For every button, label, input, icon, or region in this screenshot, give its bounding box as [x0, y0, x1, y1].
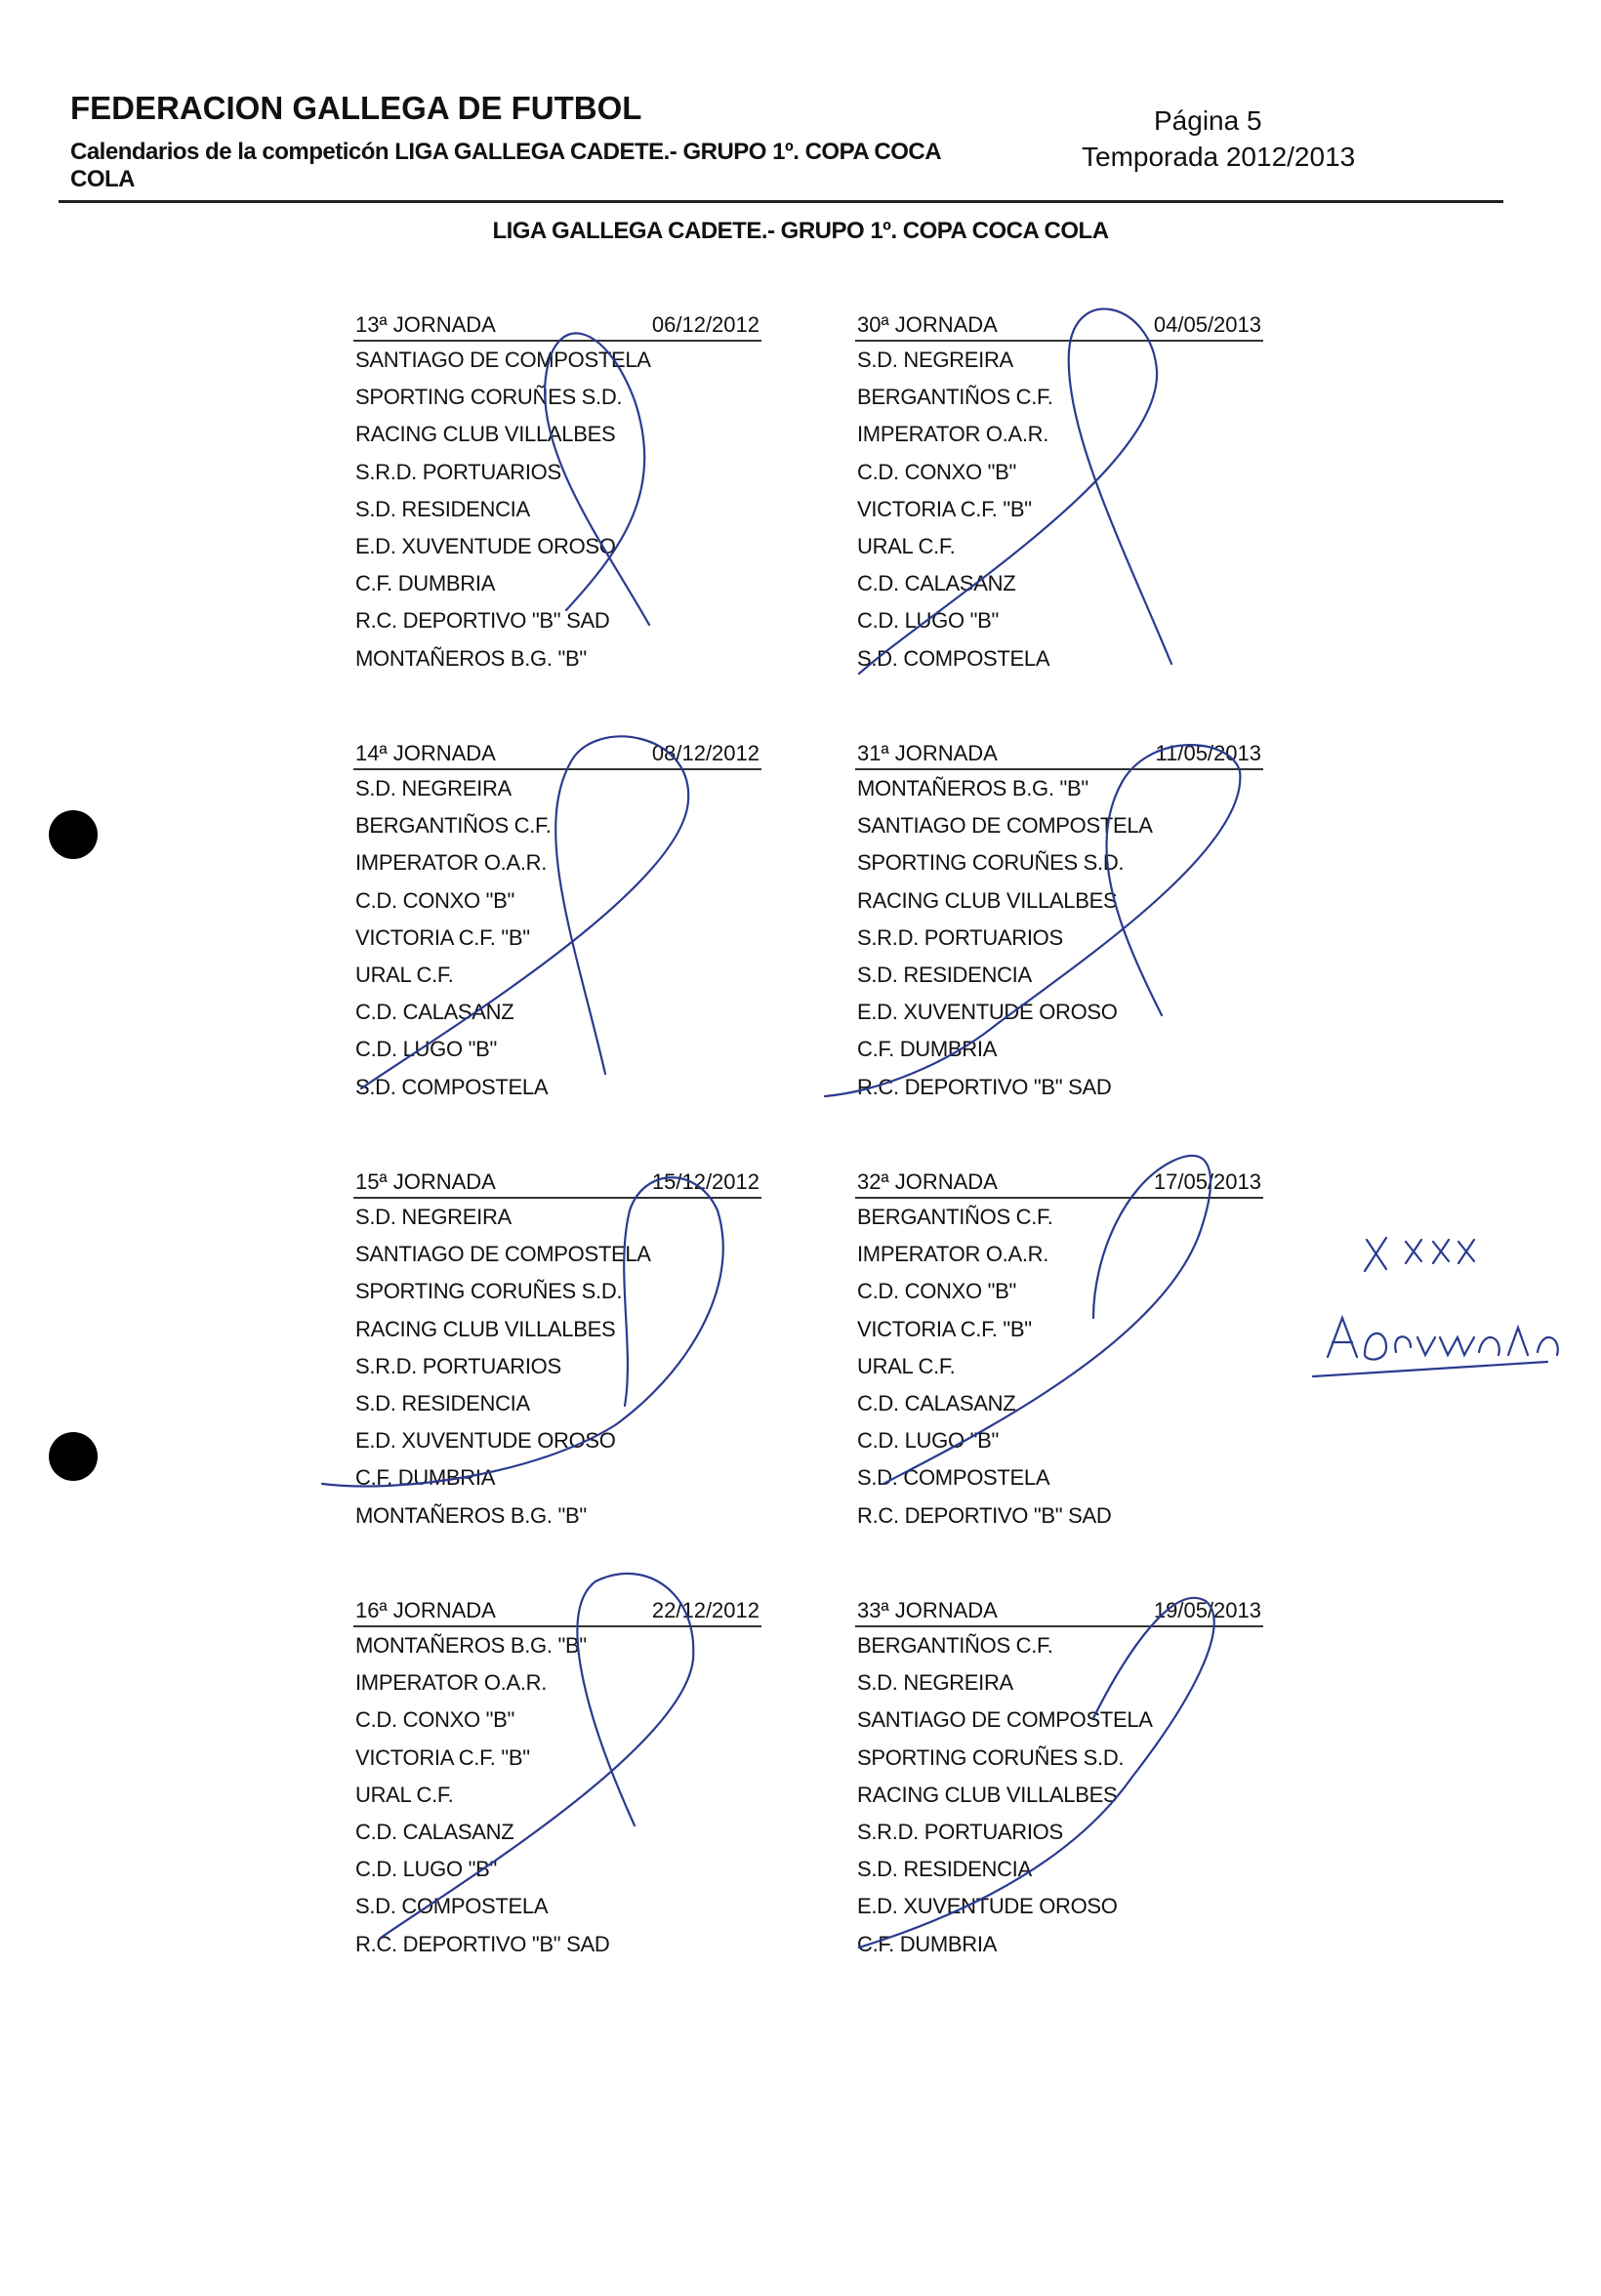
team-name: IMPERATOR O.A.R. [355, 1670, 548, 1696]
team-name: S.D. COMPOSTELA [857, 1465, 1050, 1491]
team-list [353, 342, 761, 677]
jornada-title: 16ª JORNADA [355, 1598, 496, 1622]
punch-hole-top [49, 810, 98, 859]
jornada-title: 32ª JORNADA [857, 1169, 998, 1194]
jornada-header [353, 1596, 761, 1627]
team-list [855, 1627, 1263, 1963]
jornada-block [353, 1168, 761, 1535]
jornada-header [855, 310, 1263, 342]
jornada-date: 06/12/2012 [651, 312, 759, 337]
team-name: R.C. DEPORTIVO "B" SAD [857, 1502, 1112, 1528]
team-name: R.C. DEPORTIVO "B" SAD [355, 608, 610, 634]
team-list [855, 770, 1263, 1106]
team-name: BERGANTIÑOS C.F. [857, 385, 1053, 410]
team-name: C.D. CONXO "B" [355, 1707, 514, 1733]
team-name: S.R.D. PORTUARIOS [857, 924, 1063, 950]
team-name: C.F. DUMBRIA [857, 1037, 998, 1062]
team-name: VICTORIA C.F. "B" [355, 924, 530, 950]
header-divider [59, 200, 1503, 203]
handwritten-note-line2: ADUANADA [1328, 1357, 1334, 1358]
team-list [855, 1199, 1263, 1535]
team-name: C.F. DUMBRIA [857, 1931, 998, 1956]
team-name: URAL C.F. [857, 1353, 956, 1378]
team-name: MONTAÑEROS B.G. "B" [355, 1633, 587, 1658]
team-name: S.D. RESIDENCIA [857, 962, 1032, 987]
jornada-block [855, 1596, 1263, 1963]
jornada-header [855, 1596, 1263, 1627]
jornada-date: 04/05/2013 [1153, 312, 1261, 337]
subtitle-container [70, 139, 968, 192]
team-name: S.R.D. PORTUARIOS [355, 459, 561, 484]
team-name: C.D. CALASANZ [355, 1000, 514, 1025]
jornada-header [353, 1168, 761, 1199]
jornada-title: 13ª JORNADA [355, 312, 496, 337]
team-name: E.D. XUVENTUDE OROSO [857, 1000, 1118, 1025]
ink-margin-underline [1313, 1362, 1547, 1376]
team-name: C.F. DUMBRIA [355, 571, 496, 596]
team-name: SPORTING CORUÑES S.D. [355, 1279, 623, 1304]
team-name: S.R.D. PORTUARIOS [857, 1819, 1063, 1844]
team-name: C.D. CALASANZ [355, 1819, 514, 1844]
team-name: E.D. XUVENTUDE OROSO [355, 533, 616, 558]
team-name: C.D. LUGO "B" [355, 1857, 497, 1882]
team-name: VICTORIA C.F. "B" [857, 1316, 1032, 1341]
team-name: BERGANTIÑOS C.F. [355, 813, 552, 839]
team-name: C.F. DUMBRIA [355, 1465, 496, 1491]
jornada-title: 31ª JORNADA [857, 741, 998, 765]
team-name: SPORTING CORUÑES S.D. [857, 1744, 1125, 1770]
team-name: C.D. CONXO "B" [355, 887, 514, 913]
team-name: RACING CLUB VILLALBES [355, 422, 616, 447]
team-name: C.D. LUGO "B" [857, 608, 999, 634]
team-name: BERGANTIÑOS C.F. [857, 1205, 1053, 1229]
team-name: RACING CLUB VILLALBES [355, 1316, 616, 1341]
jornada-block [353, 1596, 761, 1963]
team-name: C.D. CALASANZ [857, 1390, 1016, 1415]
jornada-header [855, 1168, 1263, 1199]
organization-title: FEDERACION GALLEGA DE FUTBOL [70, 90, 642, 126]
ink-margin-word [1328, 1318, 1558, 1360]
team-name: S.D. NEGREIRA [355, 776, 512, 800]
team-name: C.D. LUGO "B" [355, 1037, 497, 1062]
team-name: SANTIAGO DE COMPOSTELA [355, 1242, 651, 1267]
team-name: URAL C.F. [355, 1782, 454, 1807]
jornada-date: 19/05/2013 [1153, 1598, 1261, 1622]
team-name: SANTIAGO DE COMPOSTELA [857, 1707, 1153, 1733]
team-name: URAL C.F. [355, 962, 454, 987]
competition-title: LIGA GALLEGA CADETE.- GRUPO 1º. COPA COCA COLA [492, 218, 1109, 244]
team-name: S.D. NEGREIRA [857, 1670, 1013, 1696]
jornada-title: 15ª JORNADA [355, 1169, 496, 1194]
jornada-title: 14ª JORNADA [355, 741, 496, 765]
jornada-header [855, 739, 1263, 770]
punch-hole-bottom [49, 1432, 98, 1481]
team-list [353, 770, 761, 1106]
team-name: MONTAÑEROS B.G. "B" [355, 1502, 587, 1528]
jornada-title: 33ª JORNADA [857, 1598, 998, 1622]
team-name: S.D. NEGREIRA [857, 348, 1013, 372]
jornada-header [353, 310, 761, 342]
team-name: MONTAÑEROS B.G. "B" [355, 645, 587, 671]
team-name: SANTIAGO DE COMPOSTELA [857, 813, 1153, 839]
team-name: URAL C.F. [857, 533, 956, 558]
jornada-date: 15/12/2012 [651, 1169, 759, 1194]
team-name: R.C. DEPORTIVO "B" SAD [355, 1931, 610, 1956]
jornada-header [353, 739, 761, 770]
team-list [353, 1199, 761, 1535]
team-name: E.D. XUVENTUDE OROSO [857, 1894, 1118, 1919]
jornada-date: 22/12/2012 [651, 1598, 759, 1622]
team-name: S.D. COMPOSTELA [355, 1074, 549, 1099]
jornada-block [855, 1168, 1263, 1535]
team-name: S.D. NEGREIRA [355, 1205, 512, 1229]
team-name: SANTIAGO DE COMPOSTELA [355, 348, 651, 372]
team-name: S.D. COMPOSTELA [355, 1894, 549, 1919]
jornada-date: 11/05/2013 [1155, 741, 1261, 765]
team-name: C.D. CALASANZ [857, 571, 1016, 596]
team-name: VICTORIA C.F. "B" [857, 496, 1032, 521]
team-name: BERGANTIÑOS C.F. [857, 1633, 1053, 1658]
team-name: RACING CLUB VILLALBES [857, 887, 1118, 913]
team-name: RACING CLUB VILLALBES [857, 1782, 1118, 1807]
season-label: Temporada 2012/2013 [1082, 142, 1356, 172]
jornada-title: 30ª JORNADA [857, 312, 998, 337]
team-name: IMPERATOR O.A.R. [355, 850, 548, 876]
team-name: S.D. RESIDENCIA [355, 1390, 530, 1415]
team-name: IMPERATOR O.A.R. [857, 422, 1049, 447]
calendar-subtitle: Calendarios de la competicón LIGA GALLEGA CADETE.- GRUPO 1º. COPA COCA COLA [70, 139, 941, 192]
team-name: S.D. RESIDENCIA [355, 496, 530, 521]
team-list [855, 342, 1263, 677]
team-name: S.R.D. PORTUARIOS [355, 1353, 561, 1378]
jornada-date: 08/12/2012 [651, 741, 759, 765]
team-name: SPORTING CORUÑES S.D. [857, 850, 1125, 876]
jornada-block [353, 739, 761, 1106]
team-name: C.D. LUGO "B" [857, 1428, 999, 1454]
team-name: MONTAÑEROS B.G. "B" [857, 776, 1088, 800]
team-name: C.D. CONXO "B" [857, 1279, 1016, 1304]
jornada-block [855, 310, 1263, 677]
team-name: E.D. XUVENTUDE OROSO [355, 1428, 616, 1454]
ink-margin-x-marks [1365, 1238, 1474, 1271]
page-number: Página 5 [1154, 105, 1262, 136]
jornada-block [353, 310, 761, 677]
team-list [353, 1627, 761, 1963]
team-name: C.D. CONXO "B" [857, 459, 1016, 484]
team-name: S.D. COMPOSTELA [857, 645, 1050, 671]
jornada-block [855, 739, 1263, 1106]
team-name: S.D. RESIDENCIA [857, 1857, 1032, 1882]
jornada-date: 17/05/2013 [1153, 1169, 1261, 1194]
handwritten-note-line1: X XXX [1365, 1269, 1368, 1270]
team-name: SPORTING CORUÑES S.D. [355, 385, 623, 410]
team-name: IMPERATOR O.A.R. [857, 1242, 1049, 1267]
team-name: VICTORIA C.F. "B" [355, 1744, 530, 1770]
team-name: R.C. DEPORTIVO "B" SAD [857, 1074, 1112, 1099]
